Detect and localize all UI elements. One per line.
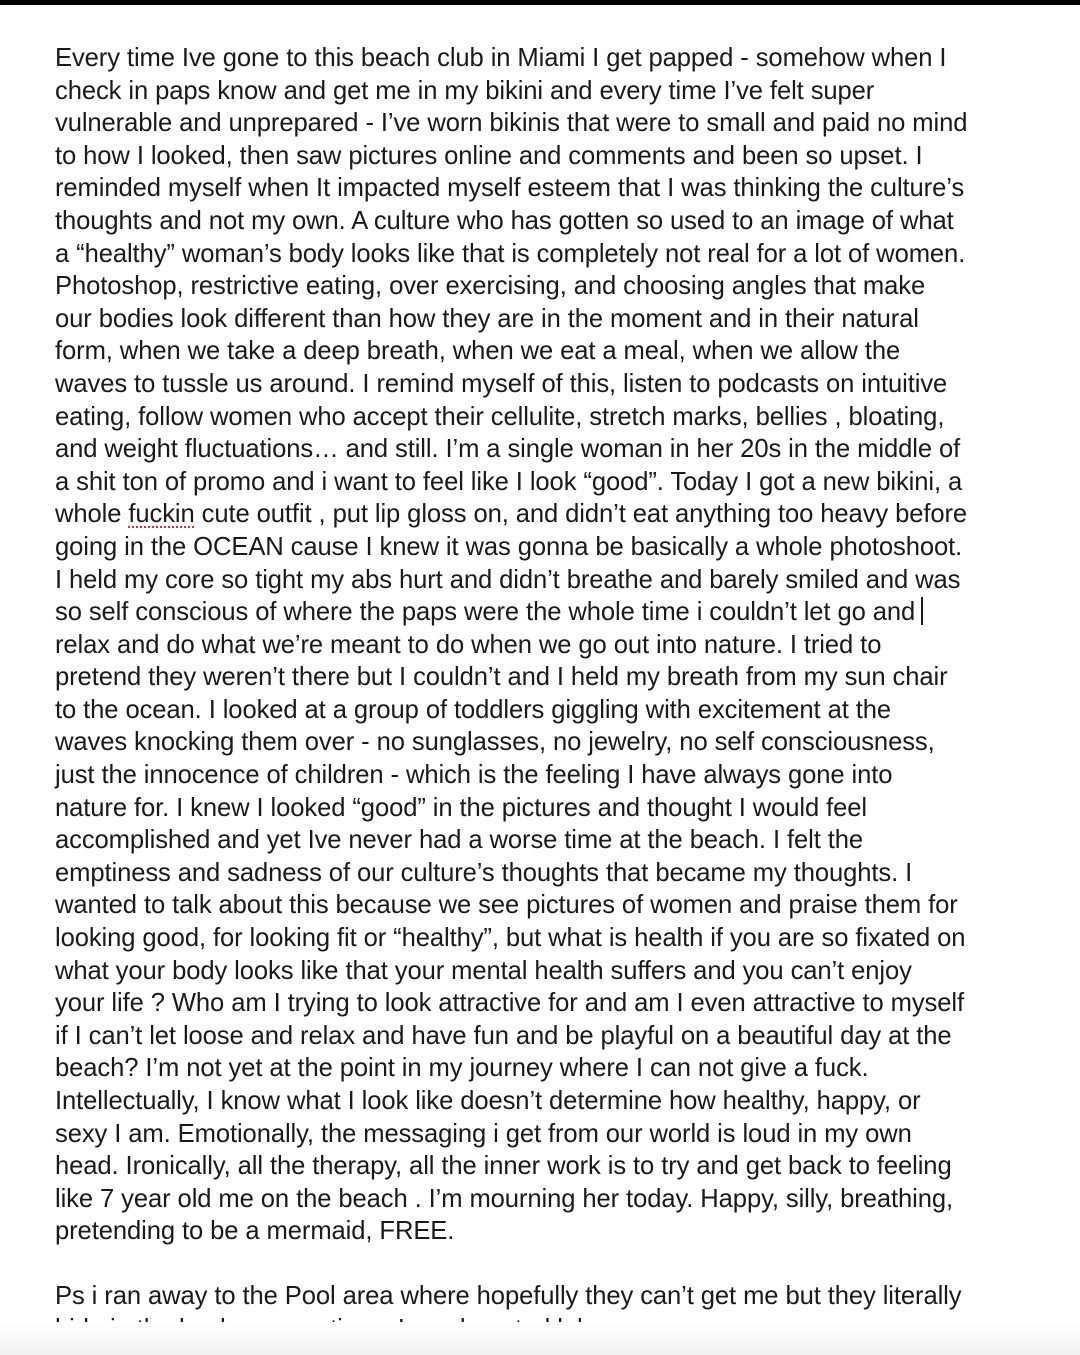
text-line: just the innocence of children - which is the feeling I have always gone into: [55, 761, 893, 790]
text-line: like 7 year old me on the beach . I’m mourning her today. Happy, silly, breathing,: [55, 1184, 954, 1213]
text-line: looking good, for looking fit or “healthy”, but what is health if you are so fixated on: [55, 924, 966, 953]
top-border: [0, 0, 1080, 5]
text-line: reminded myself when It impacted myself esteem that I was thinking the culture’s: [55, 174, 965, 203]
text-line: waves to tussle us around. I remind myself of this, listen to podcasts on intuitive: [55, 369, 948, 398]
text-line: Intellectually, I know what I look like doesn’t determine how healthy, happy, or: [55, 1087, 921, 1115]
text-line: a “healthy” woman’s body looks like that is completely not real for a lot of women.: [55, 239, 966, 268]
text-line: Photoshop, restrictive eating, over exercising, and choosing angles that make: [55, 272, 926, 301]
text-line: wanted to talk about this because we see pictures of women and praise them for: [55, 891, 958, 920]
text-line: form, when we take a deep breath, when we eat a meal, when we allow the: [55, 337, 901, 366]
text-line: thoughts and not my own. A culture who has gotten so used to an image of what: [55, 206, 954, 235]
text-line: and weight fluctuations… and still. I’m a single woman in her 20s in the middle of: [55, 435, 961, 464]
text-line: going in the OCEAN cause I knew it was gonna be basically a whole photoshoot.: [55, 532, 963, 561]
text-line: what your body looks like that your mental health suffers and you can’t enjoy: [55, 956, 912, 985]
text-line: nature for. I knew I looked “good” in the pictures and thought I would feel: [55, 793, 868, 822]
text-segment: cute outfit , put lip gloss on, and didn’t eat anything too heavy before: [194, 500, 968, 529]
text-line: I held my core so tight my abs hurt and didn’t breathe and barely smiled and was: [55, 565, 961, 594]
text-line: [55, 498, 1055, 531]
text-line: accomplished and yet Ive never had a worse time at the beach. I felt the: [55, 826, 864, 855]
text-line: if I can’t let loose and relax and have fun and be playful on a beautiful day at the: [55, 1021, 952, 1050]
text-line: waves knocking them over - no sunglasses, no jewelry, no self consciousness,: [55, 728, 935, 757]
text-cursor: [921, 597, 923, 625]
text-line: to the ocean. I looked at a group of toddlers giggling with excitement at the: [55, 695, 892, 724]
text-line: pretending to be a mermaid, FREE.: [55, 1217, 455, 1246]
paragraph-gap: [55, 1248, 1055, 1280]
text-line: sexy I am. Emotionally, the messaging i get from our world is loud in my own: [55, 1119, 912, 1148]
text-line: relax and do what we’re meant to do when we go out into nature. I tried to: [55, 630, 882, 659]
misspelled-word[interactable]: fuckin: [128, 500, 195, 529]
text-line: Ps i ran away to the Pool area where hopefully they can’t get me but they literally: [55, 1281, 962, 1310]
text-line: head. Ironically, all the therapy, all the inner work is to try and get back to feeling: [55, 1152, 952, 1181]
text-line: pretend they weren’t there but I couldn’t and I held my breath from my sun chair: [55, 663, 948, 692]
text-line: [55, 596, 1055, 629]
text-line: emptiness and sadness of our culture’s thoughts that became my thoughts. I: [55, 858, 913, 887]
text-line: your life ? Who am I trying to look attractive for and am I even attractive to myself: [55, 989, 964, 1018]
bottom-edge: [0, 1322, 1080, 1355]
text-line: check in paps know and get me in my bikini and every time I’ve felt super: [55, 76, 875, 105]
text-segment: so self conscious of where the paps were the whole time i couldn’t let go and: [55, 598, 916, 627]
note-body[interactable]: [55, 42, 1055, 1345]
text-line: a shit ton of promo and i want to feel like I look “good”. Today I got a new bikini, a: [55, 467, 963, 496]
text-segment: whole: [55, 500, 129, 529]
text-line: to how I looked, then saw pictures online and comments and been so upset. I: [55, 141, 923, 170]
text-line: beach? I’m not yet at the point in my journey where I can not give a fuck.: [55, 1054, 869, 1083]
text-line: our bodies look different than how they are in the moment and in their natural: [55, 304, 919, 333]
main-paragraph: [55, 42, 1055, 1248]
text-line: vulnerable and unprepared - I’ve worn bikinis that were to small and paid no mind: [55, 109, 968, 138]
text-line: Every time Ive gone to this beach club in Miami I get papped - somehow when I: [55, 44, 947, 72]
text-line: eating, follow women who accept their cellulite, stretch marks, bellies , bloating,: [55, 402, 945, 431]
